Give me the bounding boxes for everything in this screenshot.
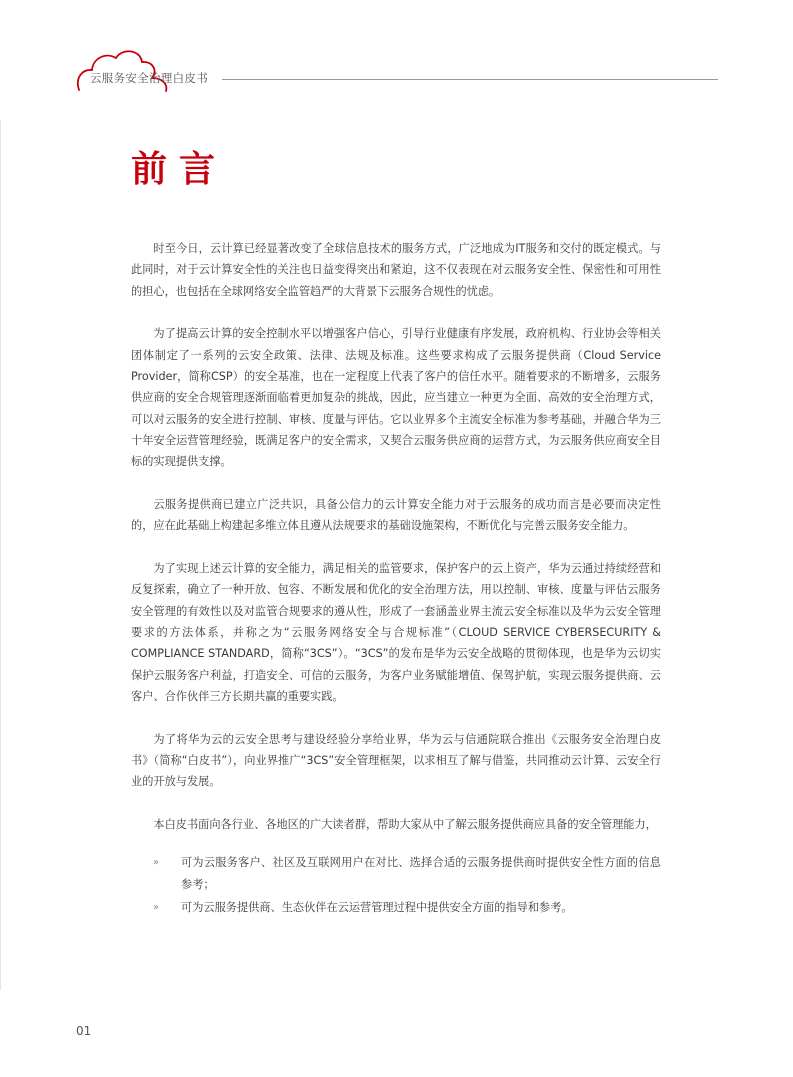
paragraph: 为了提高云计算的安全控制水平以增强客户信心，引导行业健康有序发展，政府机构、行业协会等相关团体制定了一系列的云安全政策、法律、法规及标准。这些要求构成了云服务提供商（Cloud Service Provider，简称CSP）的安全基准，也在一定程度上代表了客户的信任水平。随着要求的不断增多，云服务供应商的安全合规管理逐渐面临着更加复杂的挑战，因此，应当建立一种更为全面、高效的安全治理方式，可以对云服务的安全进行控制、审核、度量与评估。它以业界多个主流安全标准为参考基础，并融合华为三十年安全运营管理经验，既满足客户的安全需求，又契合云服务供应商的运营方式，为云服务供应商安全目标的实现提供支撑。 — [131, 327, 661, 469]
list-item — [131, 852, 661, 895]
paragraph: 时至今日，云计算已经显著改变了全球信息技术的服务方式，广泛地成为IT服务和交付的既定模式。与此同时，对于云计算安全性的关注也日益变得突出和紧迫，这不仅表现在对云服务安全性、保密性和可用性的担心，也包括在全球网络安全监管趋严的大背景下云服务合规性的忧虑。 — [131, 242, 661, 298]
paragraph: 为了将华为云的云安全思考与建设经验分享给业界，华为云与信通院联合推出《云服务安全治理白皮书》（简称“白皮书”），向业界推广“3CS”安全管理框架，以求相互了解与借鉴，共同推动云计算、云安全行业的开放与发展。 — [131, 732, 661, 789]
cloud-logo-icon — [76, 44, 226, 94]
list-item-text: 可为云服务客户、社区及互联网用户在对比、选择合适的云服务提供商时提供安全性方面的信息参考； — [181, 856, 661, 891]
bullet-icon: » — [153, 901, 160, 913]
header-title: 云服务安全治理白皮书 — [90, 71, 208, 85]
main-content — [131, 238, 661, 920]
page-number: 01 — [76, 1024, 92, 1038]
bullet-list — [131, 852, 661, 918]
paragraph: 为了实现上述云计算的安全能力，满足相关的监管要求，保护客户的云上资产，华为云通过持续经营和反复探索，确立了一种开放、包容、不断发展和优化的安全治理方法，用以控制、审核、度量与评估云服务安全管理的有效性以及对监管合规要求的遵从性，形成了一套涵盖业界主流云安全标准以及华为云安全管理要求的方法体系，并称之为“云服务网络安全与合规标准”（CLOUD SERVICE CYBERSECURITY & COMPLIANCE STANDARD，简称“3CS”）。“3CS”的发布是华为云安全战略的贯彻体现，也是华为云切实保护云服务客户利益，打造安全、可信的云服务，为客户业务赋能增值、保驾护航，实现云服务提供商、云客户、合作伙伴三方长期共赢的重要实践。 — [131, 562, 661, 703]
left-margin-rule — [0, 120, 1, 990]
page-title: 前言 — [131, 149, 228, 190]
header-divider — [222, 79, 718, 80]
paragraph: 云服务提供商已建立广泛共识，具备公信力的云计算安全能力对于云服务的成功而言是必要而决定性的，应在此基础上构建起多维立体且遵从法规要求的基础设施架构，不断优化与完善云服务安全能力。 — [131, 497, 661, 533]
bullet-icon: » — [153, 857, 160, 869]
list-item-text: 可为云服务提供商、生态伙伴在云运营管理过程中提供安全方面的指导和参考。 — [181, 900, 573, 914]
intro-line: 本白皮书面向各行业、各地区的广大读者群，帮助大家从中了解云服务提供商应具备的安全管理能力， — [153, 818, 657, 832]
page-header — [76, 44, 718, 94]
list-item — [131, 897, 661, 918]
